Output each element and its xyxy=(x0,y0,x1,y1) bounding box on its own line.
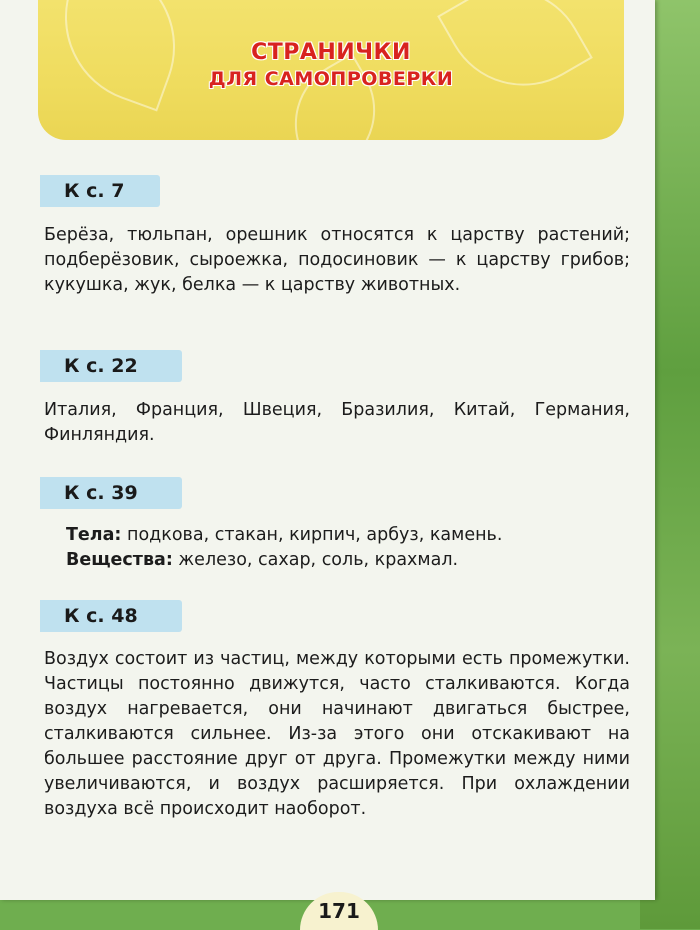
page-title-line1: СТРАНИЧКИ xyxy=(251,40,411,65)
section-tab-p39: К с. 39 xyxy=(40,477,182,509)
bodies-text: подкова, стакан, кирпич, арбуз, камень. xyxy=(127,525,503,545)
substances-text: железо, сахар, соль, крахмал. xyxy=(178,550,459,570)
bodies-label: Тела: xyxy=(66,525,122,545)
page-header xyxy=(38,0,624,140)
leaf-decoration xyxy=(271,53,399,140)
page-number: 171 xyxy=(300,892,378,930)
bodies-line xyxy=(66,523,626,548)
section-text-p7: Берёза, тюльпан, орешник относятся к царству растений; подберёзовик, сыроежка, подосиновик — к царству грибов; кукушка, жук, белка — к царству животных. xyxy=(44,225,630,295)
page-title-line2: ДЛЯ САМОПРОВЕРКИ xyxy=(208,68,454,90)
section-text-p22: Италия, Франция, Швеция, Бразилия, Китай, Германия, Финляндия. xyxy=(44,400,630,445)
section-tab-p7: К с. 7 xyxy=(40,175,160,207)
section-tab-p48: К с. 48 xyxy=(40,600,182,632)
substances-line xyxy=(66,548,626,573)
section-text-p39 xyxy=(66,523,626,573)
substances-label: Вещества: xyxy=(66,550,173,570)
section-tab-p22: К с. 22 xyxy=(40,350,182,382)
section-text-p48: Воздух состоит из частиц, между которыми есть промежутки. Частицы постоянно движутся, часто сталкиваются. Когда воздух нагревается, они начинают двигаться быстрее, сталкиваются сильнее. Из-за этого они отскакивают на большее расстояние друг от друга. Промежутки между ними увеличиваются, и воздух расширяется. При охлаждении воздуха всё происходит наоборот. xyxy=(44,649,630,819)
